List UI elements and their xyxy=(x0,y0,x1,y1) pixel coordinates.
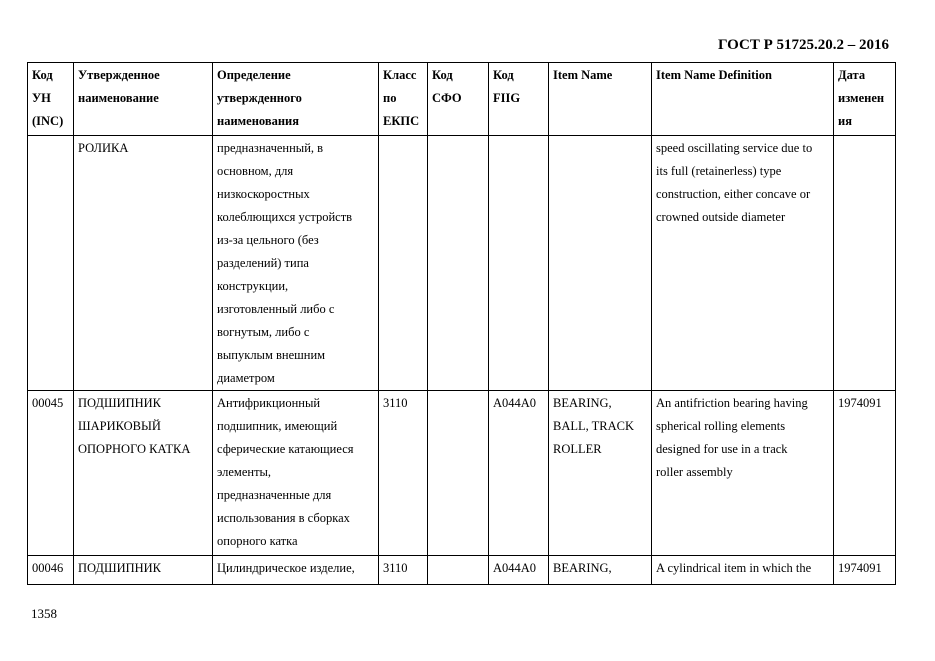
table-header-row xyxy=(28,63,896,136)
cell-text: колеблющихся устройств xyxy=(217,210,353,224)
cell-text: РОЛИКА xyxy=(78,141,129,155)
header-text: Код xyxy=(32,68,53,82)
cell-approved-name xyxy=(74,136,213,391)
cell-text: A044A0 xyxy=(493,396,537,410)
cell-text: изготовленный либо с xyxy=(217,302,335,316)
cell-text: 1974091 xyxy=(838,396,882,410)
cell-code-fiig xyxy=(489,391,549,556)
cell-text: ПОДШИПНИК xyxy=(78,396,162,410)
header-text: ия xyxy=(838,114,852,128)
cell-text: использования в сборках xyxy=(217,511,350,525)
column-header-code-sfo xyxy=(428,63,489,136)
column-header-code-fiig xyxy=(489,63,549,136)
cell-text: A cylindrical item in which the xyxy=(656,561,812,575)
cell-approved-name-definition xyxy=(213,136,379,391)
cell-code-fiig xyxy=(489,556,549,585)
header-text: наименование xyxy=(78,91,159,105)
cell-text: низкоскоростных xyxy=(217,187,310,201)
header-text: Item Name xyxy=(553,68,613,82)
cell-text: элементы, xyxy=(217,465,272,479)
header-text: FIIG xyxy=(493,91,521,105)
header-text: УН xyxy=(32,91,51,105)
cell-text: ПОДШИПНИК xyxy=(78,561,162,575)
header-text: Код xyxy=(493,68,514,82)
cell-text: предназначенный, в xyxy=(217,141,324,155)
cell-code-unh xyxy=(28,136,74,391)
cell-text: speed oscillating service due to xyxy=(656,141,813,155)
column-header-change-date xyxy=(834,63,896,136)
cell-text: 3110 xyxy=(383,396,408,410)
cell-item-name-definition xyxy=(652,556,834,585)
header-text: Item Name Definition xyxy=(656,68,772,82)
cell-text: конструкции, xyxy=(217,279,289,293)
cell-code-unh xyxy=(28,556,74,585)
column-header-code-unh xyxy=(28,63,74,136)
cell-approved-name xyxy=(74,391,213,556)
cell-text: 00045 xyxy=(32,396,64,410)
cell-text: roller assembly xyxy=(656,465,733,479)
cell-text: BEARING, xyxy=(553,396,612,410)
cell-text: Цилиндрическое изделие, xyxy=(217,561,355,575)
cell-text: BALL, TRACK xyxy=(553,419,635,433)
cell-text: An antifriction bearing having xyxy=(656,396,808,410)
header-text: ЕКПС xyxy=(383,114,420,128)
cell-text: 00046 xyxy=(32,561,64,575)
cell-text: its full (retainerless) type xyxy=(656,164,782,178)
cell-text: ШАРИКОВЫЙ xyxy=(78,419,161,433)
document-title: ГОСТ Р 51725.20.2 – 2016 xyxy=(717,37,889,53)
cell-code-sfo xyxy=(428,556,489,585)
cell-text: construction, either concave or xyxy=(656,187,811,201)
column-header-approved-name-definition xyxy=(213,63,379,136)
cell-code-sfo xyxy=(428,136,489,391)
cell-text: BEARING, xyxy=(553,561,612,575)
header-text: Определение xyxy=(217,68,291,82)
cell-approved-name-definition xyxy=(213,556,379,585)
cell-text: сферические катающиеся xyxy=(217,442,354,456)
header-text: Код xyxy=(432,68,453,82)
column-header-class-ekps xyxy=(379,63,428,136)
header-text: наименования xyxy=(217,114,300,128)
cell-text: designed for use in a track xyxy=(656,442,788,456)
header-text: Утвержденное xyxy=(78,68,160,82)
cell-text: вогнутым, либо с xyxy=(217,325,310,339)
cell-text: разделений) типа xyxy=(217,256,309,270)
cell-text: выпуклым внешним xyxy=(217,348,326,362)
table-row xyxy=(28,556,896,585)
cell-approved-name xyxy=(74,556,213,585)
cell-item-name xyxy=(549,391,652,556)
cell-class-ekps xyxy=(379,556,428,585)
cell-text: Антифрикционный xyxy=(217,396,321,410)
page-number: 1358 xyxy=(31,606,57,621)
cell-item-name-definition xyxy=(652,136,834,391)
header-text: утвержденного xyxy=(217,91,302,105)
cell-text: ROLLER xyxy=(553,442,602,456)
header-text: изменен xyxy=(838,91,885,105)
header-text: (INC) xyxy=(32,114,64,128)
cell-code-sfo xyxy=(428,391,489,556)
header-text: по xyxy=(383,91,397,105)
table-row xyxy=(28,391,896,556)
cell-change-date xyxy=(834,556,896,585)
column-header-approved-name xyxy=(74,63,213,136)
cell-text: spherical rolling elements xyxy=(656,419,786,433)
cell-text: подшипник, имеющий xyxy=(217,419,338,433)
cell-approved-name-definition xyxy=(213,391,379,556)
cell-text: ОПОРНОГО КАТКА xyxy=(78,442,191,456)
cell-text: crowned outside diameter xyxy=(656,210,786,224)
cell-change-date xyxy=(834,391,896,556)
cell-code-fiig xyxy=(489,136,549,391)
table-row xyxy=(28,136,896,391)
cell-item-name xyxy=(549,556,652,585)
cell-text: 3110 xyxy=(383,561,408,575)
cell-text: диаметром xyxy=(217,371,275,385)
cell-text: опорного катка xyxy=(217,534,298,548)
header-text: СФО xyxy=(432,91,462,105)
cell-code-unh xyxy=(28,391,74,556)
header-text: Дата xyxy=(838,68,866,82)
cell-item-name-definition xyxy=(652,391,834,556)
cell-text: предназначенные для xyxy=(217,488,332,502)
column-header-item-name xyxy=(549,63,652,136)
header-text: Класс xyxy=(383,68,417,82)
cell-class-ekps xyxy=(379,136,428,391)
cell-text: из-за цельного (без xyxy=(217,233,319,247)
cell-text: 1974091 xyxy=(838,561,882,575)
column-header-item-name-definition xyxy=(652,63,834,136)
data-table xyxy=(27,62,896,585)
cell-text: основном, для xyxy=(217,164,294,178)
cell-item-name xyxy=(549,136,652,391)
cell-class-ekps xyxy=(379,391,428,556)
cell-change-date xyxy=(834,136,896,391)
cell-text: A044A0 xyxy=(493,561,537,575)
